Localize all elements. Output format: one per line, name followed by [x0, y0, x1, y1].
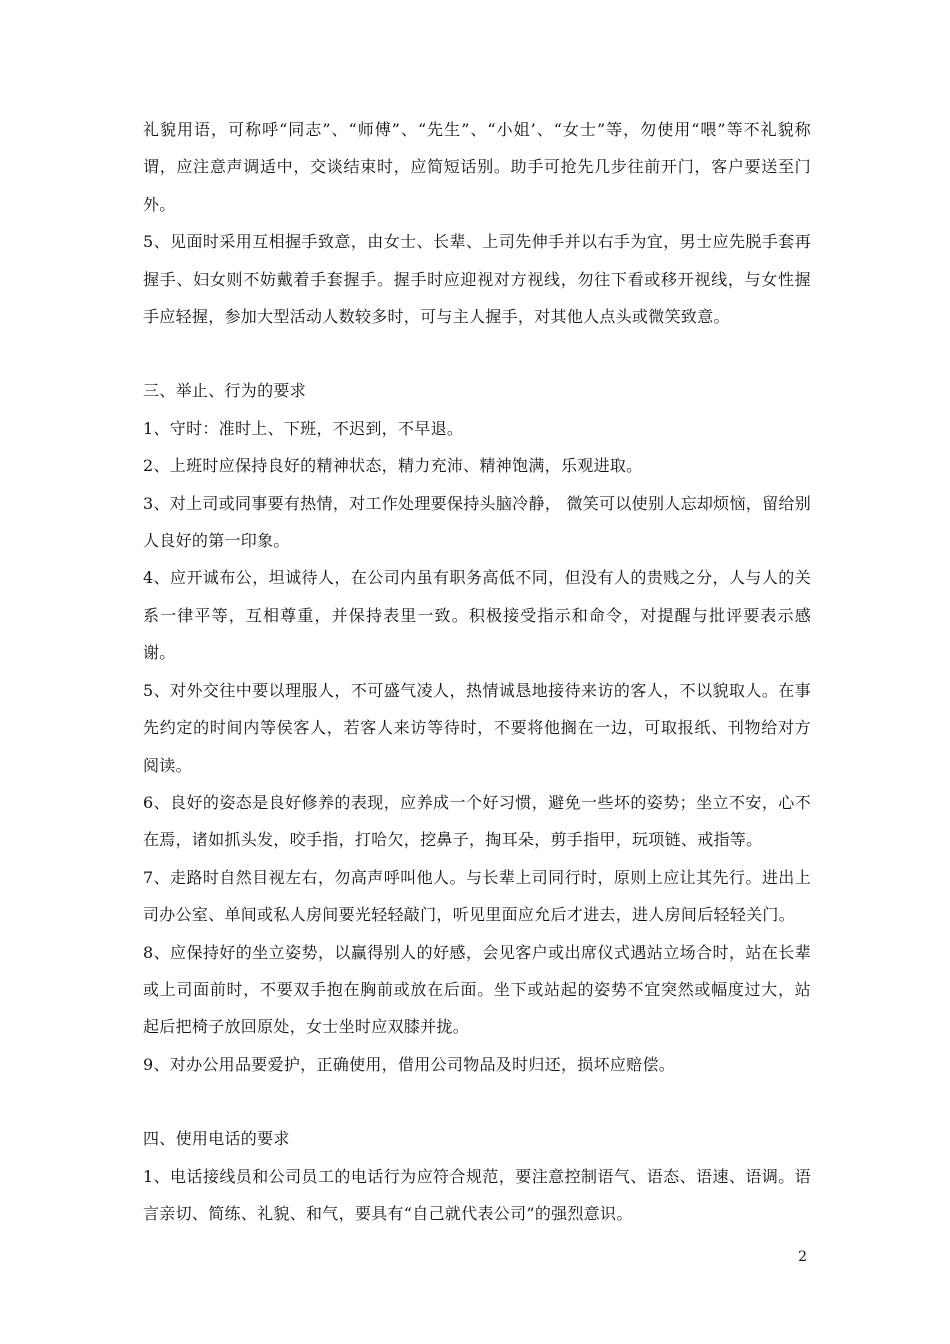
conduct-item: 8、应保持好的坐立姿势，以赢得别人的好感，会见客户或出席仪式遇站立场合时，站在长辈或上司面前时，不要双手抱在胸前或放在后面。坐下或站起的姿势不宜突然或幅度过大，站起后把椅子放回原处，女士坐时应双膝并拢。	[143, 942, 811, 1037]
section-spacer	[143, 335, 811, 372]
conduct-item: 2、上班时应保持良好的精神状态，精力充沛、精神饱满，乐观进取。	[143, 456, 643, 476]
conduct-item: 7、走路时自然目视左右，勿高声呼叫他人。与长辈上司同行时，原则上应让其先行。进出上司办公室、单间或私人房间要光轻轻敲门，听见里面应允后才进去，进人房间后轻轻关门。	[143, 867, 811, 925]
conduct-item: 4、应开诚布公，坦诚待人，在公司内虽有职务高低不同，但没有人的贵贱之分，人与人的关系一律平等，互相尊重，并保持表里一致。积极接受指示和命令，对提醒与批评要表示感谢。	[143, 568, 811, 663]
telephone-item: 1、电话接线员和公司员工的电话行为应符合规范，要注意控制语气、语态、语速、语调。语言亲切、简练、礼貌、和气，要具有“自己就代表公司”的强烈意识。	[143, 1166, 811, 1223]
paragraph-handshake-etiquette: 5、见面时采用互相握手致意，由女士、长辈、上司先伸手并以右手为宜，男士应先脱手套再握手、妇女则不妨戴着手套握手。握手时应迎视对方视线，勿往下看或移开视线，与女性握手应轻握，参加大型活动人数较多时，可与主人握手，对其他人点头或微笑致意。	[143, 232, 811, 327]
conduct-item: 5、对外交往中要以理服人，不可盛气凌人，热情诚恳地接待来访的客人，不以貌取人。在事先约定的时间内等侯客人，若客人来访等待时，不要将他搁在一边，可取报纸、刊物给对方阅读。	[143, 680, 811, 775]
conduct-item: 3、对上司或同事要有热情，对工作处理要保持头脑冷静， 微笑可以使别人忘却烦恼，留给别人良好的第一印象。	[143, 493, 811, 551]
document-body	[143, 111, 811, 1232]
section-heading-telephone: 四、使用电话的要求	[143, 1129, 290, 1149]
conduct-item: 6、良好的姿态是良好修养的表现，应养成一个好习惯，避免一些坏的姿势；坐立不安，心不在焉，诸如抓头发，咬手指，打哈欠，挖鼻子，掏耳朵，剪手指甲，玩项链、戒指等。	[143, 792, 811, 850]
paragraph-greeting-etiquette: 礼貌用语，可称呼“同志”、“师傅”、“先生”、“小姐’、“女士”等，勿使用“喂”等不礼貌称谓，应注意声调适中，交谈结束时，应简短话别。助手可抢先几步往前开门，客户要送至门外。	[143, 120, 811, 214]
section-spacer	[143, 1083, 811, 1120]
conduct-item: 9、对办公用品要爱护，正确使用，借用公司物品及时归还，损坏应赔偿。	[143, 1054, 676, 1074]
page-number: 2	[798, 1249, 807, 1265]
section-heading-conduct: 三、举止、行为的要求	[143, 381, 307, 401]
conduct-item: 1、守时：准时上、下班，不迟到，不早退。	[143, 418, 464, 438]
